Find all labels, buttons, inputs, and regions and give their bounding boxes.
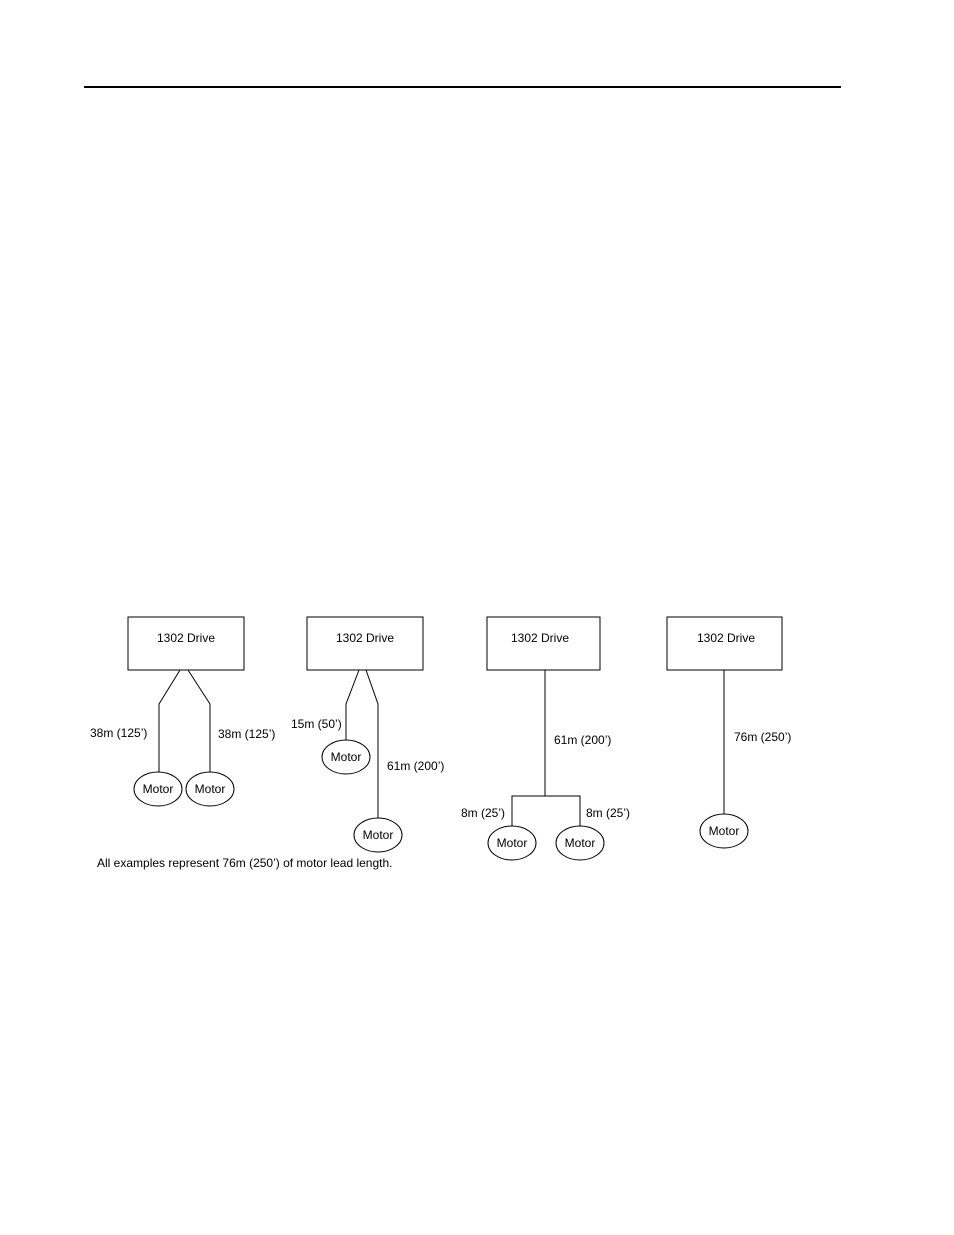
example-2 <box>291 617 444 852</box>
lead-length-label: 8m (25’) <box>586 806 631 820</box>
example-1 <box>90 617 275 806</box>
lead-length-label: 8m (25’) <box>461 806 506 820</box>
lead-wire <box>159 670 180 772</box>
lead-length-label: 38m (125’) <box>90 726 148 740</box>
example-4 <box>667 617 791 848</box>
drive-label: 1302 Drive <box>510 631 570 645</box>
lead-length-label: 61m (200’) <box>387 759 445 773</box>
motor-label: Motor <box>362 828 394 842</box>
lead-wire <box>512 796 580 826</box>
lead-length-label: 38m (125’) <box>218 727 276 741</box>
lead-length-label: 15m (50’) <box>291 717 342 731</box>
drive-label: 1302 Drive <box>156 631 216 645</box>
lead-wire <box>366 670 378 818</box>
motor-label: Motor <box>194 782 226 796</box>
drive-label: 1302 Drive <box>335 631 395 645</box>
motor-label: Motor <box>330 750 362 764</box>
lead-length-label: 61m (200’) <box>554 733 612 747</box>
lead-length-label: 76m (250’) <box>734 730 792 744</box>
motor-label: Motor <box>708 824 740 838</box>
lead-wire <box>188 670 210 772</box>
diagram-caption: All examples represent 76m (250’) of motor lead length. <box>97 856 393 870</box>
example-3 <box>461 617 630 860</box>
lead-wire <box>346 670 359 740</box>
drive-label: 1302 Drive <box>696 631 756 645</box>
motor-label: Motor <box>564 836 596 850</box>
motor-label: Motor <box>142 782 174 796</box>
motor-label: Motor <box>496 836 528 850</box>
